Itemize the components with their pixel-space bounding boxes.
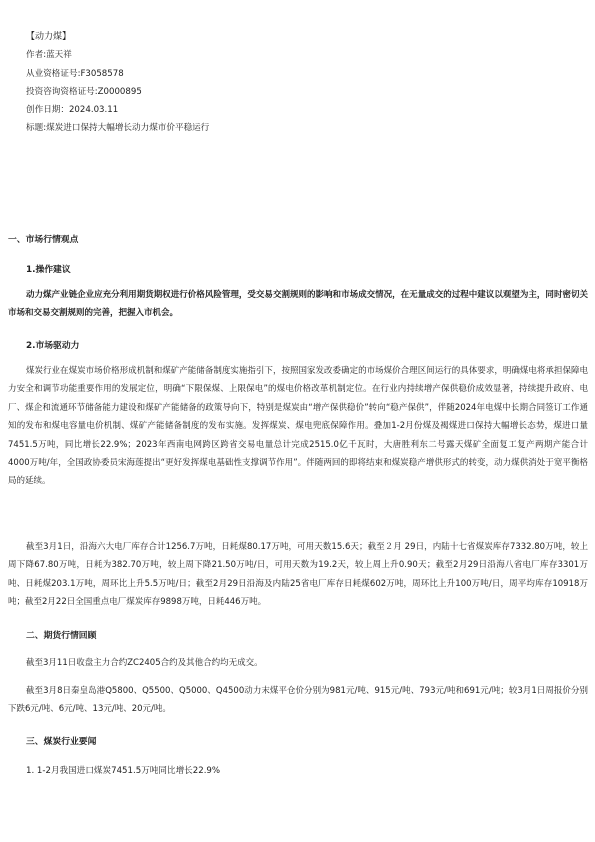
spot-price-paragraph: 截至3月8日秦皇岛港Q5800、Q5500、Q5000、Q4500动力末煤平仓价分别为981元/吨、915元/吨、793元/吨和691元/吨；较3月1日周报价分别下跌6元/吨、6元/吨、13元/吨、20元/吨。 bbox=[8, 686, 588, 715]
subheading-drivers: 2.市场驱动力 bbox=[26, 341, 80, 351]
futures-contract-paragraph: 截至3月11日收盘主力合约ZC2405合约及其他合约均无成交。 bbox=[26, 658, 263, 668]
title-line: 标题:煤炭进口保持大幅增长动力煤市价平稳运行 bbox=[26, 123, 210, 134]
date-line: 创作日期：2024.03.11 bbox=[26, 105, 119, 116]
document-meta bbox=[26, 28, 209, 138]
qualification-line: 从业资格证号:F3058578 bbox=[26, 68, 124, 79]
subheading-operation: 1.操作建议 bbox=[26, 265, 71, 275]
section-heading-futures: 二、期货行情回顾 bbox=[26, 631, 97, 641]
author-line: 作者:蓝天祥 bbox=[26, 50, 72, 61]
section-heading-market: 一、市场行情观点 bbox=[8, 235, 79, 245]
section-heading-news: 三、煤炭行业要闻 bbox=[26, 737, 97, 747]
operation-advice-paragraph: 动力煤产业链企业应充分利用期货期权进行价格风险管理，受交易交割规则的影响和市场成交情况，在无量成交的过程中建议以观望为主，同时密切关市场和交易交割规则的完善，把握入市机会。 bbox=[8, 290, 588, 319]
inventory-paragraph: 截至3月1日，沿海六大电厂库存合计1256.7万吨，日耗煤80.17万吨，可用天数15.6天；截至２月 29日，内陆十七省煤炭库存7332.80万吨，较上周下降67.80万吨，日耗为382.70万吨，较上周下降21.50万吨/日，可用天数为19.2天，较上周上升0.90天；截至2月29日沿海八省电厂库存3301万吨、日耗煤203.1万吨，周环比上升5.5万吨/日；截至2月29日沿海及内陆25省电厂库存日耗煤602万吨，周环比上升100万吨/日，周平均库存10918万吨；截至2月22日全国重点电厂煤炭库存9898万吨，日耗446万吨。 bbox=[8, 542, 588, 608]
category-tag: 【动力煤】 bbox=[26, 32, 72, 42]
news-item: 1. 1-2月我国进口煤炭7451.5万吨同比增长22.9% bbox=[26, 766, 221, 776]
market-drivers-paragraph: 煤炭行业在煤炭市场价格形成机制和煤矿产能储备制度实施指引下，按照国家发改委确定的市场煤价合理区间运行的具体要求，明确煤电将承担保障电力安全和调节功能重要作用的发展定位，明确“下限保煤、上限保电”的煤电价格改革机制定位。在行业内持续增产保供稳价成效显著，持续提升政府、电厂、煤企和流通环节储备能力建设和煤矿产能储备的政策导向下，特别是煤炭由“增产保供稳价”转向“稳产保供”，伴随2024年电煤中长期合同签订工作通知的发布和煤电容量电价机制、煤矿产能储备制度的发布实施。发挥煤炭、煤电兜底保障作用。叠加1-2月份煤及褐煤进口保持大幅增长态势，煤进口量7451.5万吨，同比增长22.9%；2023年西南电网跨区跨省交易电量总计完成2515.0亿千瓦时，大唐胜利东二号露天煤矿全面复工复产两期产能合计4000万吨/年，全国政协委员宋海莲提出“更好发挥煤电基础性支撑调节作用”。伴随两回的即将结束和煤炭稳产增供形式的转变，动力煤供消处于宽平衡格局的延续。 bbox=[8, 366, 588, 487]
advisory-line: 投资咨询资格证号:Z0000895 bbox=[26, 86, 142, 97]
